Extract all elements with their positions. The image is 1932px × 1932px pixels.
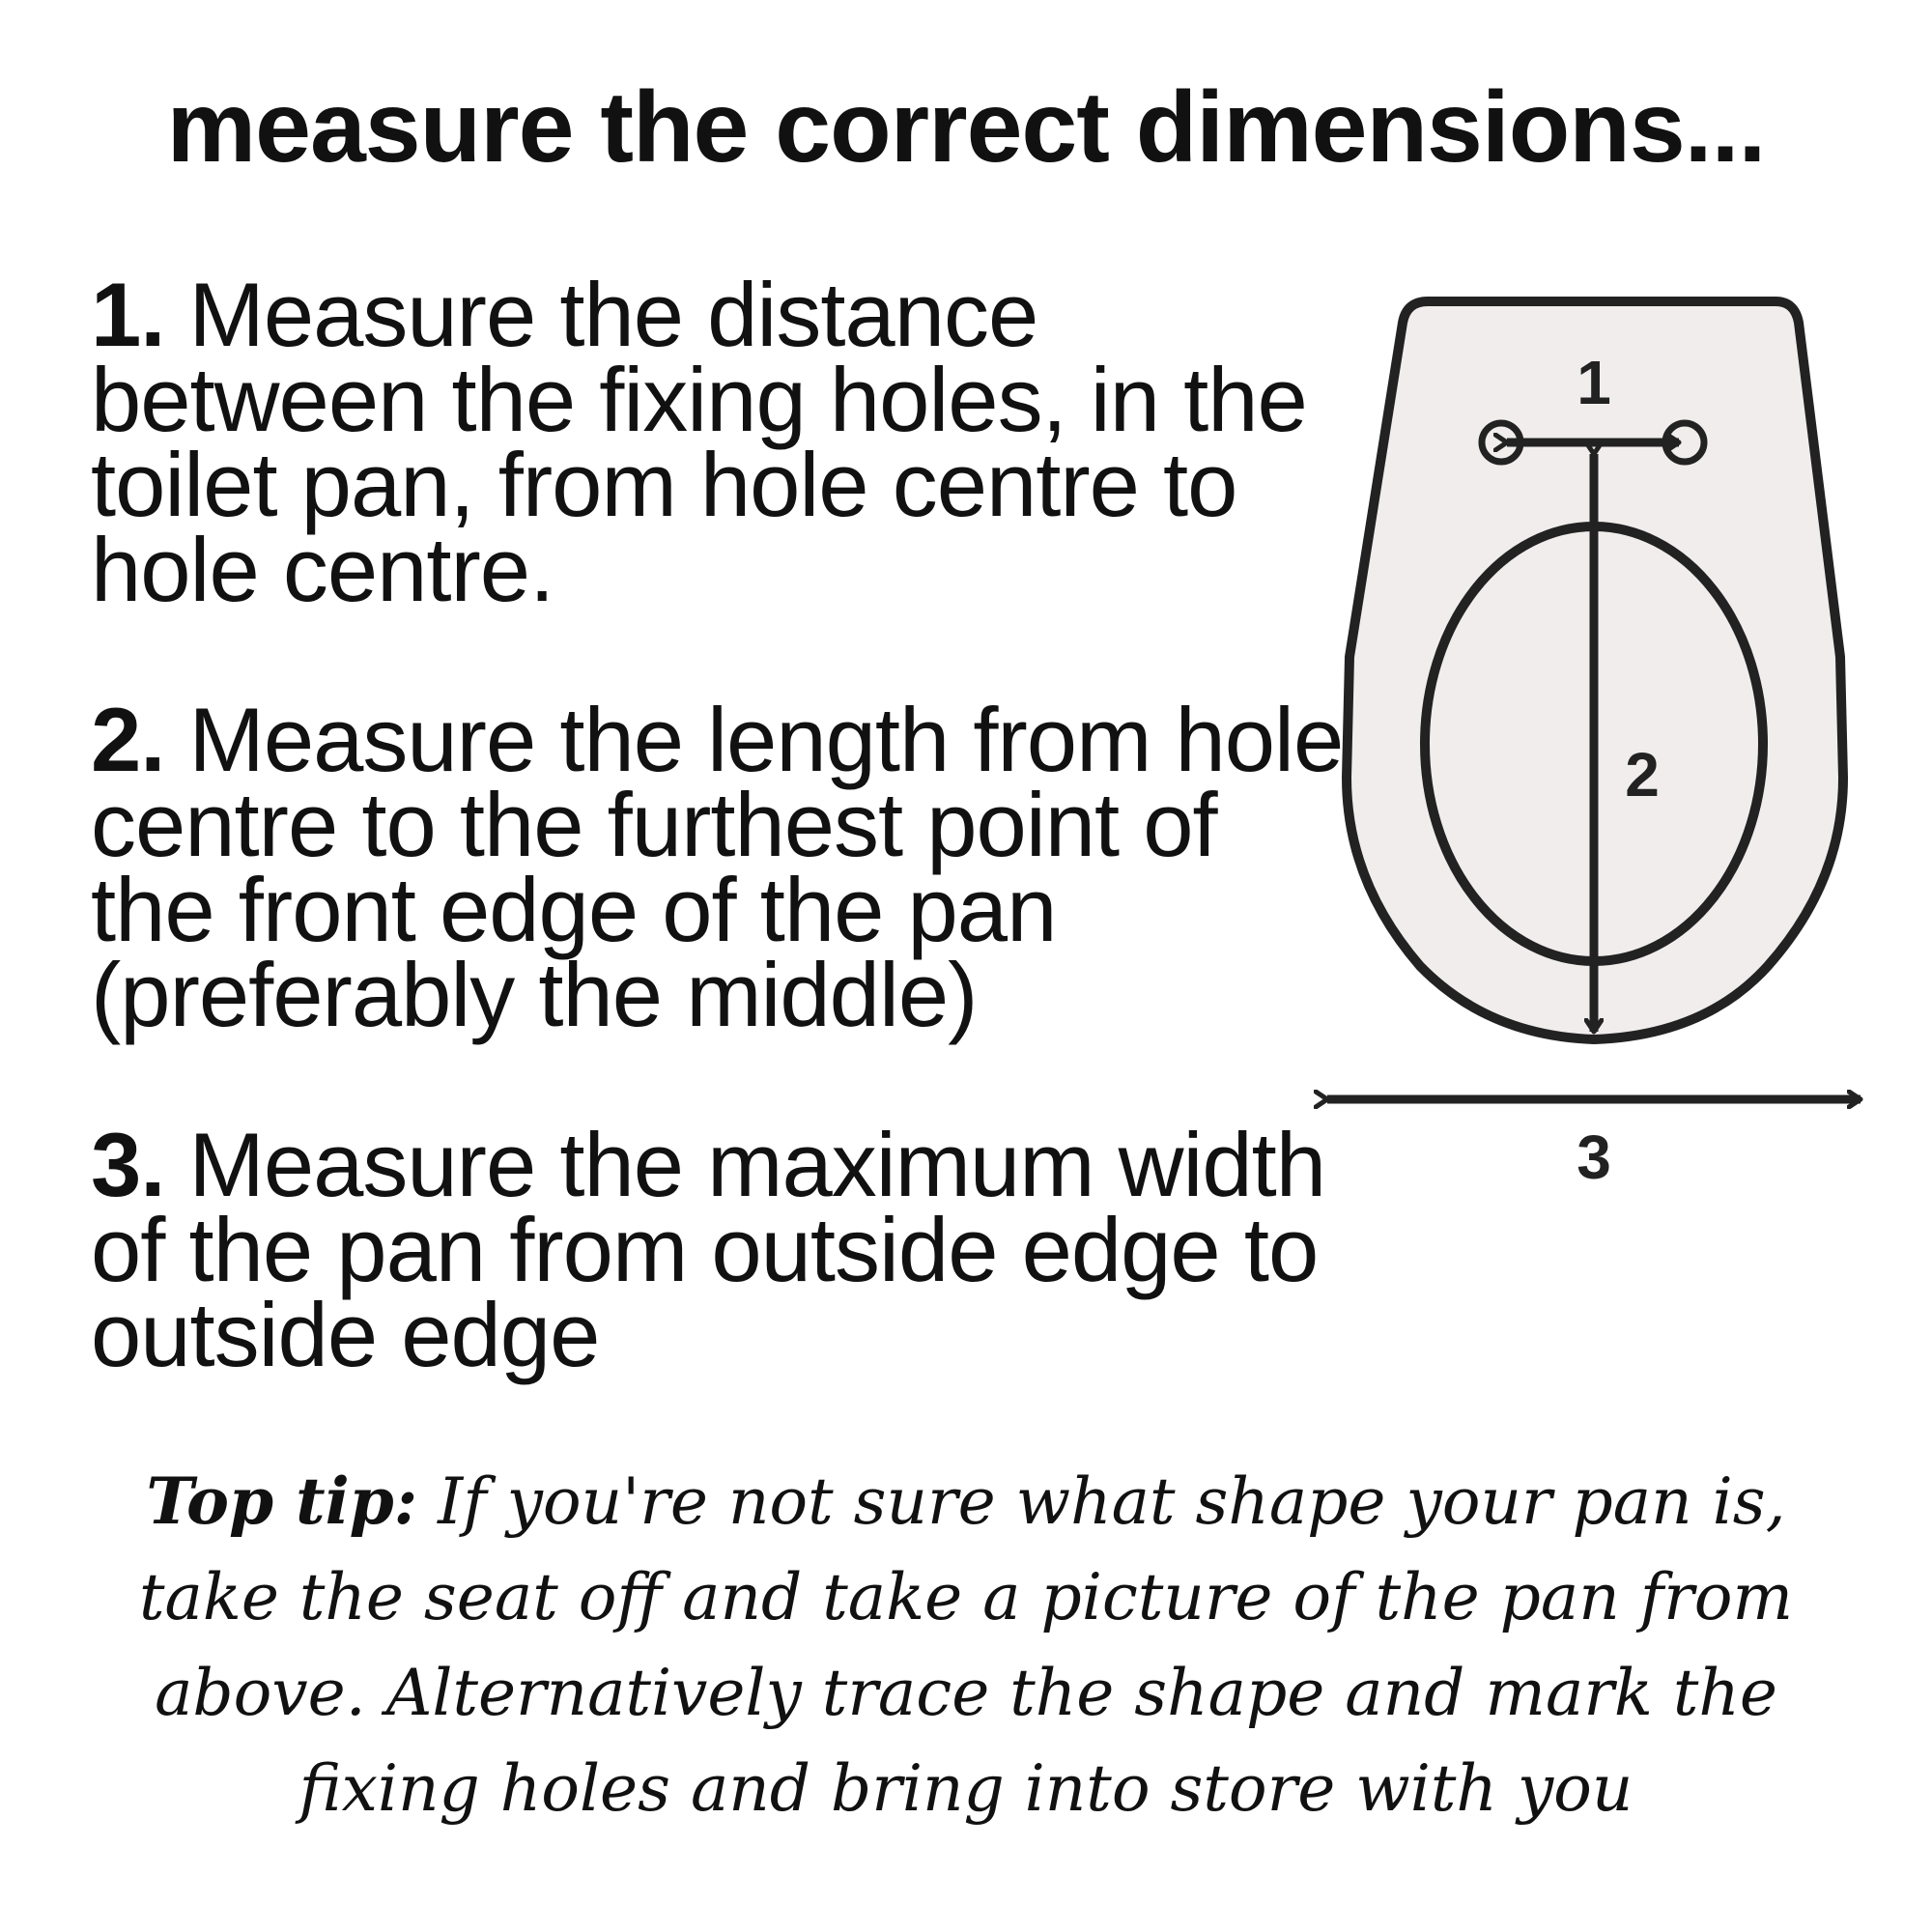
top-tip-text: If you're not sure what shape your pan is, take the seat off and take a picture of the pan from above. Alternatively trace the shape and mark the fixing holes and bring into store with you <box>138 1464 1794 1826</box>
top-tip-label: Top tip: <box>146 1463 418 1539</box>
step-3-number: 3. <box>91 1114 165 1215</box>
step-1-number: 1. <box>91 264 165 365</box>
step-1-text: Measure the distance between the fixing holes, in the toilet pan, from hole centre to hole centre. <box>91 264 1307 620</box>
step-2 <box>91 689 1347 1045</box>
instruction-steps <box>91 264 1347 1463</box>
toilet-pan-diagram <box>1314 290 1874 1217</box>
measurement-1-label: 1 <box>1577 348 1611 417</box>
page-title: measure the correct dimensions... <box>166 71 1766 184</box>
step-2-text: Measure the length from hole centre to the furthest point of the front edge of the pan (preferably the middle) <box>91 689 1344 1045</box>
step-3-text: Measure the maximum width of the pan from outside edge to outside edge <box>91 1114 1326 1385</box>
step-1 <box>91 264 1347 620</box>
step-3 <box>91 1114 1347 1385</box>
step-2-number: 2. <box>91 689 165 790</box>
measurement-2-label: 2 <box>1625 740 1660 810</box>
top-tip <box>77 1454 1855 1836</box>
measurement-3-label: 3 <box>1577 1122 1611 1192</box>
